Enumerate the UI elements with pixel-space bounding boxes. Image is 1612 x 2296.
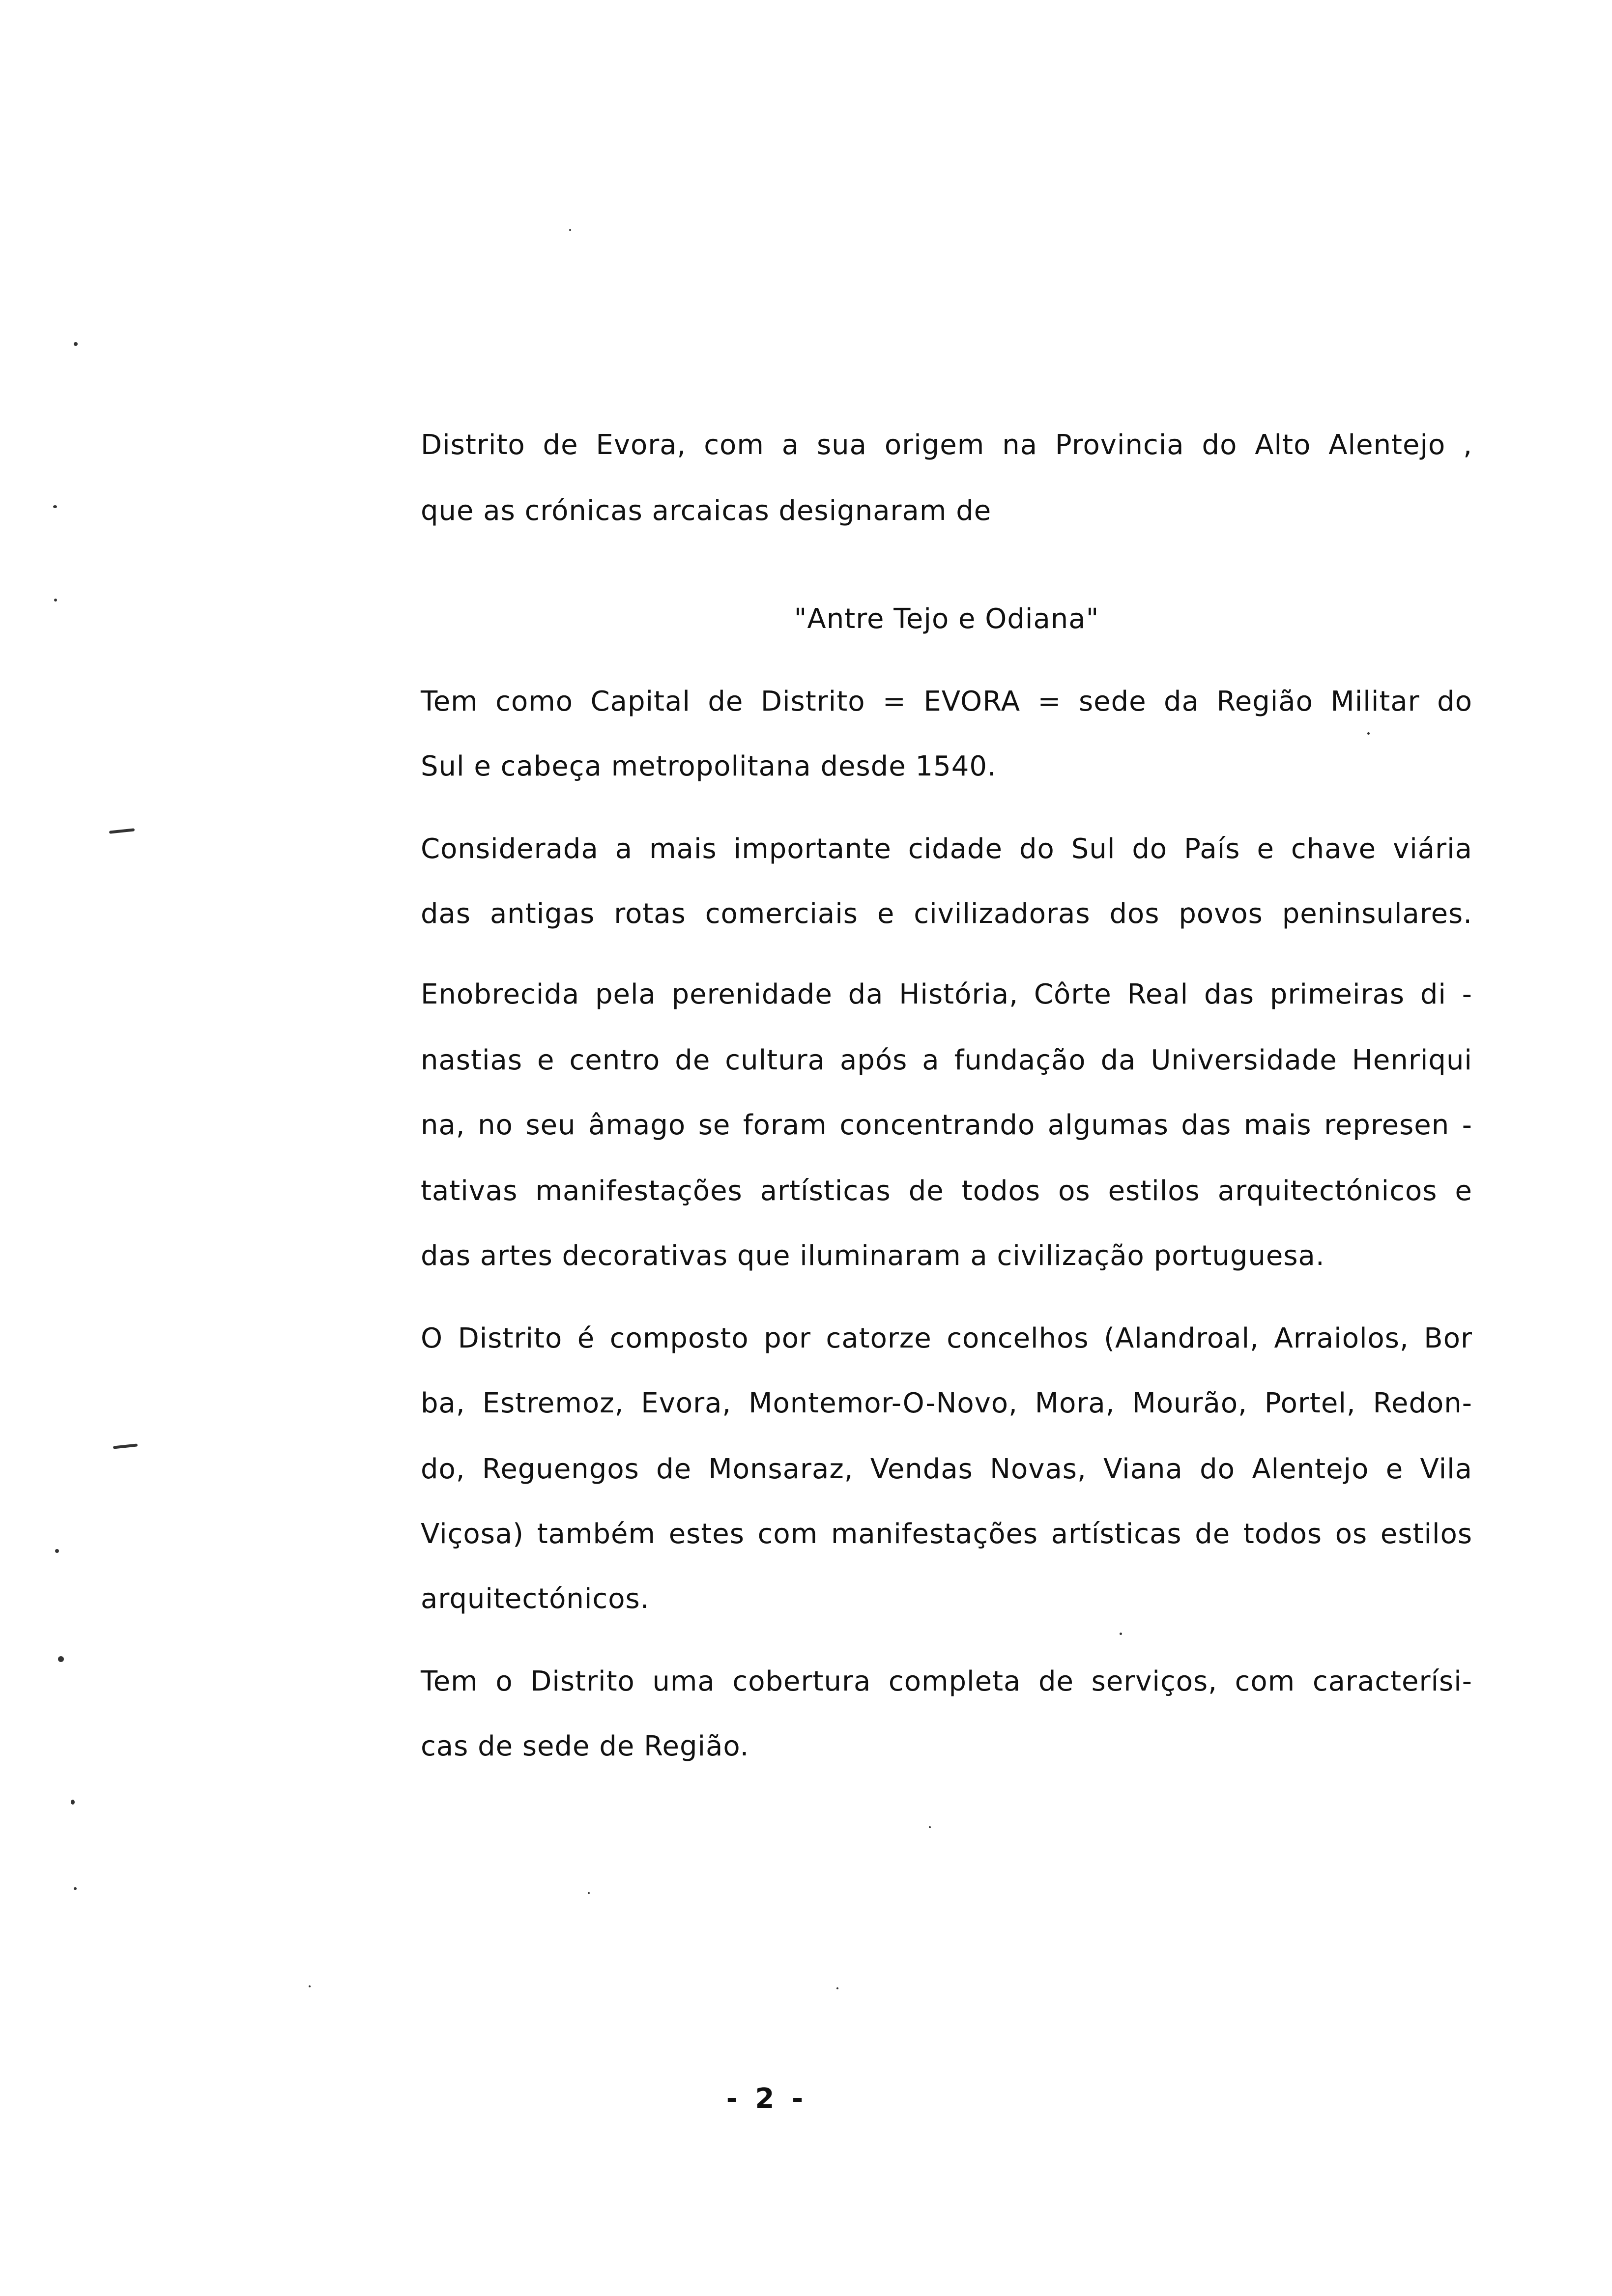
scan-speck	[58, 1656, 64, 1662]
text-line-15: do, Reguengos de Monsaraz, Vendas Novas, Viana do Alentejo e Vila	[421, 1453, 1472, 1485]
scan-speck	[55, 1549, 59, 1553]
text-line-5: Sul e cabeça metropolitana desde 1540.	[421, 750, 997, 782]
text-line-10: na, no seu âmago se foram concentrando algumas das mais represen -	[421, 1109, 1472, 1141]
page-number: - 2 -	[726, 2083, 807, 2115]
text-line-16: Viçosa) também estes com manifestações artísticas de todos os estilos	[421, 1518, 1472, 1550]
scan-speck	[569, 229, 571, 231]
scan-speck	[1120, 1633, 1122, 1635]
scan-mark	[109, 828, 135, 833]
text-line-8: Enobrecida pela perenidade da História, Côrte Real das primeiras di -	[421, 978, 1472, 1010]
text-line-3-centered: "Antre Tejo e Odiana"	[794, 603, 1099, 635]
text-line-7: das antigas rotas comerciais e civilizadoras dos povos peninsulares.	[421, 898, 1472, 930]
text-line-14: ba, Estremoz, Evora, Montemor-O-Novo, Mora, Mourão, Portel, Redon-	[421, 1387, 1472, 1419]
scan-speck	[74, 1887, 77, 1890]
text-line-1: Distrito de Evora, com a sua origem na Provincia do Alto Alentejo ,	[421, 429, 1472, 461]
text-line-13: O Distrito é composto por catorze concelhos (Alandroal, Arraiolos, Bor	[421, 1322, 1472, 1354]
scan-speck	[1367, 732, 1370, 735]
text-line-19: cas de sede de Região.	[421, 1730, 749, 1762]
scan-speck	[54, 599, 57, 602]
text-line-4: Tem como Capital de Distrito = EVORA = sede da Região Militar do	[421, 686, 1472, 718]
scan-speck	[71, 1800, 75, 1805]
text-line-17: arquitectónicos.	[421, 1583, 650, 1615]
text-line-18: Tem o Distrito uma cobertura completa de serviços, com caracterísi-	[421, 1665, 1472, 1697]
text-line-12: das artes decorativas que iluminaram a civilização portuguesa.	[421, 1240, 1325, 1272]
scan-speck	[588, 1892, 590, 1894]
scan-speck	[309, 1985, 311, 1987]
scan-speck	[929, 1826, 931, 1828]
text-line-6: Considerada a mais importante cidade do Sul do País e chave viária	[421, 833, 1472, 865]
scan-speck	[836, 1987, 838, 1989]
scan-speck	[74, 342, 78, 346]
text-line-9: nastias e centro de cultura após a fundação da Universidade Henriqui	[421, 1044, 1472, 1076]
scan-mark	[113, 1443, 138, 1449]
text-line-11: tativas manifestações artísticas de todos os estilos arquitectónicos e	[421, 1175, 1472, 1207]
scan-speck	[53, 505, 57, 508]
text-line-2: que as crónicas arcaicas designaram de	[421, 495, 992, 527]
